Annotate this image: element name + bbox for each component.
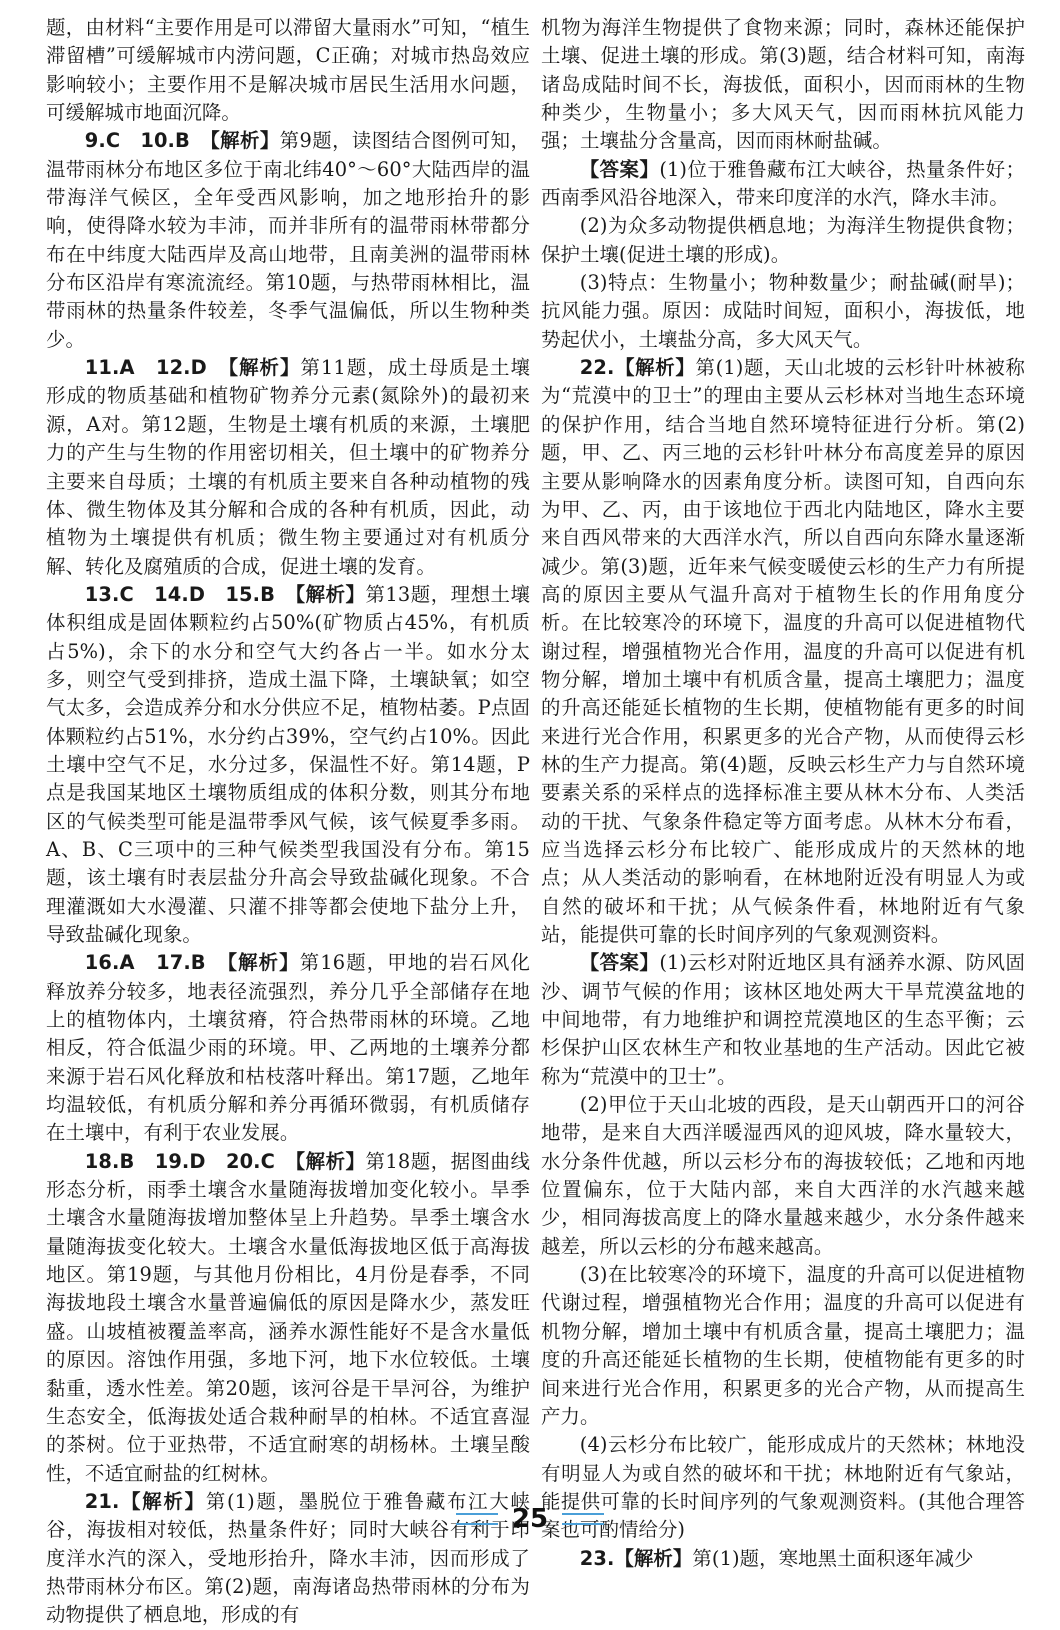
footer-rule-left: [456, 1513, 498, 1525]
paragraph-text: (4)云杉分布比较广，能形成成片的天然林；林地没有明显人为或自然的破坏和干扰；林地附近有气象站，能提供可靠的长时间序列的气象观测资料。(其他合理答案也可酌情给分): [541, 1433, 1025, 1542]
section-tag: 【解析】: [614, 1546, 693, 1570]
footer-rule-right: [562, 1513, 604, 1525]
paragraph: [46, 949, 530, 1147]
left-column: [46, 14, 530, 1630]
paragraph-text: 第11题，成土母质是土壤形成的物质基础和植物矿物养分元素(氮除外)的最初来源，A对。第12题，生物是土壤有机质的来源，土壤肥力的产生与生物的作用密切相关，但土壤中的矿物养分主要来自母质；土壤的有机质主要来自各种动植物的残体、微生物体及其分解和合成的各种有机质，因此，动植物为土壤提供有机质；微生物主要通过对有机质分解、转化及腐殖质的合成，促进土壤的发育。: [46, 356, 531, 578]
page-footer: [0, 1504, 1060, 1534]
paragraph: [46, 581, 530, 949]
paragraph-text: (3)特点：生物量小；物种数量少；耐盐碱(耐旱)；抗风能力强。原因：成陆时间短，面积小，海拔低，地势起伏小，土壤盐分高，多大风天气。: [541, 271, 1025, 351]
paragraph: [46, 354, 530, 581]
paragraph: [541, 1545, 1025, 1573]
section-tag: 【解析】: [227, 951, 300, 975]
paragraph-text: 第13题，理想土壤体积组成是固体颗粒约占50%(矿物质占45%，有机质占5%)，余下的水分和空气大约各占一半。如水分太多，则空气受到排挤，造成土温下降，土壤缺氧；如空气太多，会造成养分和水分供应不足，植物枯萎。P点固体颗粒约占51%，水分约占39%，空气约占10%。因此土壤中空气不足，水分过多，保温性不好。第14题，P点是我国某地区土壤物质组成的体积分数，则其分布地区的气候类型可能是温带季风气候，该气候夏季多雨。A、B、C三项中的三种气候类型我国没有分布。第15题，该土壤有时表层盐分升高会导致盐碱化现象。不合理灌溉如大水漫灌、只灌不排等都会使地下盐分上升，导致盐碱化现象。: [46, 582, 530, 946]
section-tag: 【解析】: [210, 129, 280, 153]
page-number: 25: [511, 1504, 549, 1534]
paragraph-text: 第(1)题，天山北坡的云杉针叶林被称为“荒漠中的卫士”的理由主要从云杉林对当地生态环境的保护作用，结合当地自然环境特征进行分析。第(2)题，甲、乙、丙三地的云杉针叶林分布高度差异的原因主要从影响降水的因素角度分析。读图可知，自西向东为甲、乙、丙，由于该地位于西北内陆地区，降水主要来自西风带来的大西洋水汽，所以自西向东降水量逐渐减少。第(3)题，近年来气候变暖使云杉的生产力有所提高的原因主要从气温升高对于植物生长的作用角度分析。在比较寒冷的环境下，温度的升高可以促进植物代谢过程，增强植物光合作用，温度的升高可以促进有机物分解，增加土壤中有机质含量，提高土壤肥力；温度的升高还能延长植物的生长期，使植物能有更多的时间来进行光合作用，积累更多的光合产物，从而使得云杉林的生产力提高。第(4)题，反映云杉生产力与自然环境要素关系的采样点的选择标准主要从林木分布、人类活动的干扰、气象条件稳定等方面考虑。从林木分布看，应当选择云杉分布比较广、能形成成片的天然林的地点；从人类活动的影响看，在林地附近没有明显人为或自然的破坏和干扰；从气候条件看，林地附近有气象站，能提供可靠的长时间序列的气象观测资料。: [541, 356, 1025, 946]
answer-numbers: 21.: [84, 1489, 120, 1513]
paragraph: [541, 156, 1025, 213]
paragraph: [541, 1261, 1025, 1431]
paragraph: [46, 127, 530, 354]
paragraph-text: (3)在比较寒冷的环境下，温度的升高可以促进植物代谢过程，增强植物光合作用；温度的升高可以促进有机物分解，增加土壤中有机质含量，提高土壤肥力；温度的升高还能延长植物的生长期，使植物能有更多的时间来进行光合作用，积累更多的光合产物，从而提高生产力。: [541, 1263, 1025, 1428]
paragraph-text: 题，由材料“主要作用是可以滞留大量雨水”可知，“植生滞留槽”可缓解城市内涝问题，C正确；对城市热岛效应影响较小；主要作用不是解决城市居民生活用水问题，可缓解城市地面沉降。: [46, 16, 530, 125]
paragraph-text: (2)甲位于天山北坡的西段，是天山朝西开口的河谷地带，是来自大西洋暖湿西风的迎风坡，降水量较大，水分条件优越，所以云杉分布的海拔较低；乙地和丙地位置偏东，位于大陆内部，来自大西洋的水汽越来越少，相同海拔高度上的降水量越来越少，水分条件越来越差，所以云杉的分布越来越高。: [541, 1093, 1025, 1258]
section-tag: 【解析】: [614, 356, 696, 380]
paragraph-text: (1)云杉对附近地区具有涵养水源、防风固沙、调节气候的作用；该林区地处两大干旱荒漠盆地的中间地带，有力地维护和调控荒漠地区的生态平衡；云杉保护山区农林生产和牧业基地的生产活动。因此它被称为“荒漠中的卫士”。: [541, 951, 1025, 1088]
section-tag: 【答案】: [579, 951, 660, 975]
answer-numbers: 16.A 17.B: [84, 951, 228, 975]
answer-numbers: 22.: [579, 356, 615, 380]
paragraph-text: 机物为海洋生物提供了食物来源；同时，森林还能保护土壤、促进土壤的形成。第(3)题，结合材料可知，南海诸岛成陆时间不长，海拔低，面积小，因而雨林的生物种类少，生物量小；多大风天气，因而雨林抗风能力强；土壤盐分含量高，因而雨林耐盐碱。: [541, 16, 1025, 153]
paragraph: [541, 354, 1025, 949]
answer-numbers: 13.C 14.D 15.B: [84, 582, 296, 606]
paragraph: [541, 269, 1025, 354]
section-tag: 【解析】: [228, 356, 301, 380]
paragraph: [541, 949, 1025, 1091]
answer-numbers: 23.: [579, 1546, 615, 1570]
section-tag: 【解析】: [119, 1489, 206, 1513]
paragraph-text: 第(1)题，墨脱位于雅鲁藏布江大峡谷，海拔相对较低，热量条件好；同时大峡谷有利于印度洋水汽的深入，受地形抬升，降水丰沛，因而形成了热带雨林分布区。第(2)题，南海诸岛热带雨林的分布为动物提供了栖息地，形成的有: [46, 1489, 530, 1627]
answer-numbers: 11.A 12.D: [84, 356, 229, 380]
paragraph-text: 第18题，据图曲线形态分析，雨季土壤含水量随海拔增加变化较小。旱季土壤含水量随海拔增加整体呈上升趋势。旱季土壤含水量随海拔变化较大。土壤含水量低海拔地区低于高海拔地区。第19题，与其他月份相比，4月份是春季，不同海拔地段土壤含水量普遍偏低的原因是降水少，蒸发旺盛。山坡植被覆盖率高，涵养水源性能好不是含水量低的原因。溶蚀作用强，多地下河，地下水位较低。土壤黏重，透水性差。第20题，该河谷是干旱河谷，为维护生态安全，低海拔处适合栽种耐旱的柏林。不适宜喜湿的茶树。位于亚热带，不适宜耐寒的胡杨林。土壤呈酸性，不适宜耐盐的红树林。: [46, 1149, 530, 1485]
paragraph: [46, 14, 530, 127]
paragraph-text: (1)位于雅鲁藏布江大峡谷，热量条件好；西南季风沿谷地深入，带来印度洋的水汽，降水丰沛。: [541, 157, 1025, 210]
paragraph-text: 第9题，读图结合图例可知，温带雨林分布地区多位于南北纬40°～60°大陆西岸的温带海洋气候区，全年受西风影响，加之地形抬升的影响，使得降水较为丰沛，而并非所有的温带雨林带都分布在中纬度大陆西岸及高山地带，且南美洲的温带雨林分布区沿岸有寒流流经。第10题，与热带雨林相比，温带雨林的热量条件较差，冬季气温偏低，所以生物种类少。: [46, 129, 531, 351]
section-tag: 【解析】: [295, 1149, 366, 1173]
answer-numbers: 9.C 10.B: [84, 129, 211, 153]
paragraph-text: 第16题，甲地的岩石风化释放养分较多，地表径流强烈，养分几乎全部储存在地上的植物体内，土壤贫瘠，符合热带雨林的环境。乙地相反，符合低温少雨的环境。甲、乙两地的土壤养分都来源于岩石风化释放和枯枝落叶释出。第17题，乙地年均温较低，有机质分解和养分再循环微弱，有机质储存在土壤中，有利于农业发展。: [46, 951, 531, 1145]
paragraph-text: 第(1)题，寒地黑土面积逐年减少: [692, 1546, 974, 1570]
section-tag: 【答案】: [579, 157, 660, 181]
paragraph: [541, 14, 1025, 156]
right-column: [541, 14, 1025, 1573]
paragraph: [46, 1148, 530, 1488]
section-tag: 【解析】: [295, 582, 366, 606]
answer-numbers: 18.B 19.D 20.C: [84, 1149, 296, 1173]
paragraph: [541, 212, 1025, 269]
paragraph: [541, 1091, 1025, 1261]
paragraph-text: (2)为众多动物提供栖息地；为海洋生物提供食物；保护土壤(促进土壤的形成)。: [541, 214, 1025, 266]
